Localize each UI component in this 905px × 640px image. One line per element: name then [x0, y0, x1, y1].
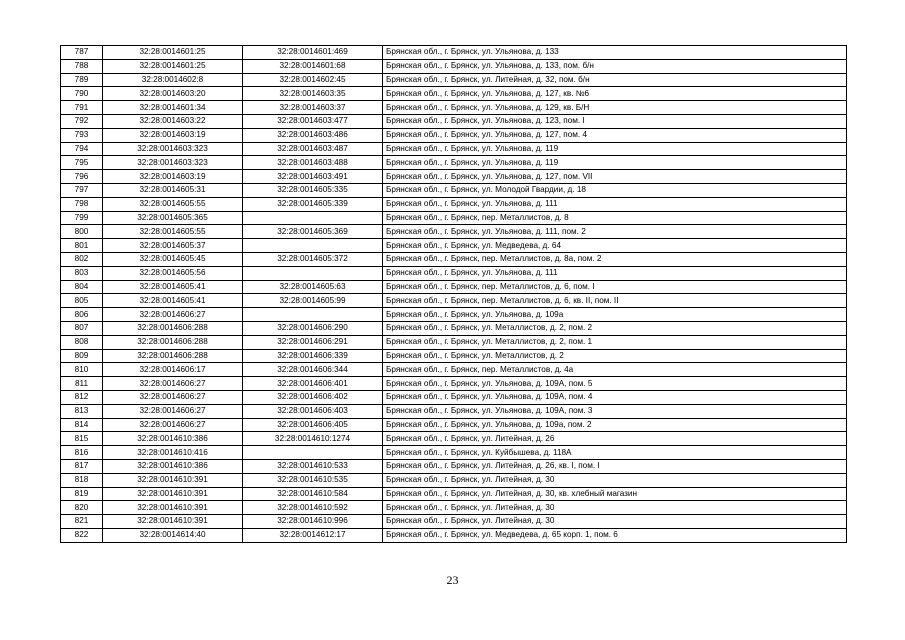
- row-number-cell: 797: [61, 183, 103, 197]
- land-plot-cadastral-number-cell: 32:28:0014605:41: [103, 280, 243, 294]
- table-row: [61, 487, 847, 501]
- row-number-cell: 816: [61, 446, 103, 460]
- object-cadastral-number-cell: 32:28:0014612:17: [243, 528, 383, 542]
- row-number-cell: 809: [61, 349, 103, 363]
- object-cadastral-number-cell: 32:28:0014610:584: [243, 487, 383, 501]
- table-row: [61, 266, 847, 280]
- page-number: 23: [446, 573, 459, 587]
- object-cadastral-number-cell: 32:28:0014603:477: [243, 114, 383, 128]
- address-cell: Брянская обл., г. Брянск, ул. Ульянова, д. 127, пом. 4: [383, 128, 847, 142]
- land-plot-cadastral-number-cell: 32:28:0014606:17: [103, 363, 243, 377]
- row-number-cell: 814: [61, 418, 103, 432]
- table-row: [61, 377, 847, 391]
- land-plot-cadastral-number-cell: 32:28:0014603:323: [103, 156, 243, 170]
- land-plot-cadastral-number-cell: 32:28:0014605:55: [103, 197, 243, 211]
- row-number-cell: 810: [61, 363, 103, 377]
- address-cell: Брянская обл., г. Брянск, ул. Ульянова, д. 109а: [383, 308, 847, 322]
- land-plot-cadastral-number-cell: 32:28:0014606:288: [103, 335, 243, 349]
- land-plot-cadastral-number-cell: 32:28:0014606:27: [103, 308, 243, 322]
- table-row: [61, 404, 847, 418]
- land-plot-cadastral-number-cell: 32:28:0014601:25: [103, 59, 243, 73]
- address-cell: Брянская обл., г. Брянск, ул. Ульянова, д. 127, кв. №6: [383, 87, 847, 101]
- row-number-cell: 795: [61, 156, 103, 170]
- land-plot-cadastral-number-cell: 32:28:0014603:20: [103, 87, 243, 101]
- object-cadastral-number-cell: 32:28:0014603:488: [243, 156, 383, 170]
- row-number-cell: 790: [61, 87, 103, 101]
- row-number-cell: 801: [61, 239, 103, 253]
- row-number-cell: 811: [61, 377, 103, 391]
- address-cell: Брянская обл., г. Брянск, ул. Литейная, д. 26, кв. I, пом. I: [383, 459, 847, 473]
- table-row: [61, 252, 847, 266]
- object-cadastral-number-cell: 32:28:0014602:45: [243, 73, 383, 87]
- row-number-cell: 808: [61, 335, 103, 349]
- row-number-cell: 822: [61, 528, 103, 542]
- object-cadastral-number-cell: 32:28:0014605:372: [243, 252, 383, 266]
- object-cadastral-number-cell: 32:28:0014606:344: [243, 363, 383, 377]
- land-plot-cadastral-number-cell: 32:28:0014603:19: [103, 170, 243, 184]
- row-number-cell: 802: [61, 252, 103, 266]
- table-row: [61, 363, 847, 377]
- row-number-cell: 796: [61, 170, 103, 184]
- table-row: [61, 501, 847, 515]
- row-number-cell: 804: [61, 280, 103, 294]
- object-cadastral-number-cell: 32:28:0014605:63: [243, 280, 383, 294]
- land-plot-cadastral-number-cell: 32:28:0014603:19: [103, 128, 243, 142]
- address-cell: Брянская обл., г. Брянск, ул. Ульянова, д. 109А, пом. 4: [383, 390, 847, 404]
- object-cadastral-number-cell: 32:28:0014603:486: [243, 128, 383, 142]
- table-row: [61, 446, 847, 460]
- address-cell: Брянская обл., г. Брянск, ул. Ульянова, д. 123, пом. I: [383, 114, 847, 128]
- row-number-cell: 813: [61, 404, 103, 418]
- object-cadastral-number-cell: 32:28:0014606:291: [243, 335, 383, 349]
- address-cell: Брянская обл., г. Брянск, ул. Ульянова, д. 111, пом. 2: [383, 225, 847, 239]
- object-cadastral-number-cell: 32:28:0014610:533: [243, 459, 383, 473]
- address-cell: Брянская обл., г. Брянск, ул. Ульянова, д. 133: [383, 46, 847, 60]
- object-cadastral-number-cell: 32:28:0014606:290: [243, 321, 383, 335]
- row-number-cell: 805: [61, 294, 103, 308]
- address-cell: Брянская обл., г. Брянск, ул. Медведева, д. 65 корп. 1, пом. 6: [383, 528, 847, 542]
- table-row: [61, 183, 847, 197]
- address-cell: Брянская обл., г. Брянск, ул. Литейная, д. 30: [383, 473, 847, 487]
- row-number-cell: 794: [61, 142, 103, 156]
- table-row: [61, 473, 847, 487]
- table-row: [61, 101, 847, 115]
- object-cadastral-number-cell: 32:28:0014610:1274: [243, 432, 383, 446]
- address-cell: Брянская обл., г. Брянск, ул. Ульянова, д. 111: [383, 197, 847, 211]
- object-cadastral-number-cell: 32:28:0014606:403: [243, 404, 383, 418]
- table-row: [61, 239, 847, 253]
- address-cell: Брянская обл., г. Брянск, ул. Куйбышева, д. 118А: [383, 446, 847, 460]
- land-plot-cadastral-number-cell: 32:28:0014603:22: [103, 114, 243, 128]
- row-number-cell: 788: [61, 59, 103, 73]
- object-cadastral-number-cell: 32:28:0014605:99: [243, 294, 383, 308]
- object-cadastral-number-cell: [243, 446, 383, 460]
- table-row: [61, 294, 847, 308]
- land-plot-cadastral-number-cell: 32:28:0014614:40: [103, 528, 243, 542]
- row-number-cell: 791: [61, 101, 103, 115]
- row-number-cell: 821: [61, 515, 103, 529]
- land-plot-cadastral-number-cell: 32:28:0014606:288: [103, 349, 243, 363]
- table-row: [61, 335, 847, 349]
- table-row: [61, 321, 847, 335]
- land-plot-cadastral-number-cell: 32:28:0014602:8: [103, 73, 243, 87]
- table-row: [61, 432, 847, 446]
- address-cell: Брянская обл., г. Брянск, пер. Металлистов, д. 4а: [383, 363, 847, 377]
- table-row: [61, 170, 847, 184]
- table-row: [61, 349, 847, 363]
- address-cell: Брянская обл., г. Брянск, ул. Ульянова, д. 119: [383, 156, 847, 170]
- row-number-cell: 798: [61, 197, 103, 211]
- row-number-cell: 812: [61, 390, 103, 404]
- land-plot-cadastral-number-cell: 32:28:0014603:323: [103, 142, 243, 156]
- land-plot-cadastral-number-cell: 32:28:0014605:365: [103, 211, 243, 225]
- table-row: [61, 197, 847, 211]
- table-row: [61, 225, 847, 239]
- row-number-cell: 793: [61, 128, 103, 142]
- land-plot-cadastral-number-cell: 32:28:0014606:27: [103, 390, 243, 404]
- table-row: [61, 142, 847, 156]
- land-plot-cadastral-number-cell: 32:28:0014605:56: [103, 266, 243, 280]
- row-number-cell: 792: [61, 114, 103, 128]
- table-row: [61, 156, 847, 170]
- address-cell: Брянская обл., г. Брянск, пер. Металлистов, д. 6, пом. I: [383, 280, 847, 294]
- address-cell: Брянская обл., г. Брянск, ул. Ульянова, д. 111: [383, 266, 847, 280]
- land-plot-cadastral-number-cell: 32:28:0014605:41: [103, 294, 243, 308]
- object-cadastral-number-cell: 32:28:0014605:335: [243, 183, 383, 197]
- row-number-cell: 819: [61, 487, 103, 501]
- address-cell: Брянская обл., г. Брянск, ул. Молодой Гвардии, д. 18: [383, 183, 847, 197]
- land-plot-cadastral-number-cell: 32:28:0014605:31: [103, 183, 243, 197]
- object-cadastral-number-cell: 32:28:0014610:996: [243, 515, 383, 529]
- register-table: [60, 45, 847, 543]
- address-cell: Брянская обл., г. Брянск, пер. Металлистов, д. 6, кв. II, пом. II: [383, 294, 847, 308]
- land-plot-cadastral-number-cell: 32:28:0014610:391: [103, 515, 243, 529]
- land-plot-cadastral-number-cell: 32:28:0014606:288: [103, 321, 243, 335]
- table-row: [61, 73, 847, 87]
- row-number-cell: 807: [61, 321, 103, 335]
- address-cell: Брянская обл., г. Брянск, ул. Ульянова, д. 109а, пом. 2: [383, 418, 847, 432]
- table-row: [61, 211, 847, 225]
- object-cadastral-number-cell: 32:28:0014606:339: [243, 349, 383, 363]
- land-plot-cadastral-number-cell: 32:28:0014610:391: [103, 501, 243, 515]
- address-cell: Брянская обл., г. Брянск, ул. Металлистов, д. 2: [383, 349, 847, 363]
- table-row: [61, 59, 847, 73]
- object-cadastral-number-cell: 32:28:0014603:35: [243, 87, 383, 101]
- row-number-cell: 799: [61, 211, 103, 225]
- row-number-cell: 806: [61, 308, 103, 322]
- row-number-cell: 818: [61, 473, 103, 487]
- object-cadastral-number-cell: [243, 239, 383, 253]
- land-plot-cadastral-number-cell: 32:28:0014610:386: [103, 459, 243, 473]
- address-cell: Брянская обл., г. Брянск, ул. Ульянова, д. 109А, пом. 5: [383, 377, 847, 391]
- land-plot-cadastral-number-cell: 32:28:0014606:27: [103, 418, 243, 432]
- table-row: [61, 280, 847, 294]
- land-plot-cadastral-number-cell: 32:28:0014605:55: [103, 225, 243, 239]
- land-plot-cadastral-number-cell: 32:28:0014610:391: [103, 473, 243, 487]
- object-cadastral-number-cell: 32:28:0014606:405: [243, 418, 383, 432]
- land-plot-cadastral-number-cell: 32:28:0014606:27: [103, 404, 243, 418]
- object-cadastral-number-cell: 32:28:0014603:487: [243, 142, 383, 156]
- table-row: [61, 390, 847, 404]
- address-cell: Брянская обл., г. Брянск, ул. Литейная, д. 30: [383, 501, 847, 515]
- row-number-cell: 815: [61, 432, 103, 446]
- address-cell: Брянская обл., г. Брянск, ул. Литейная, д. 26: [383, 432, 847, 446]
- land-plot-cadastral-number-cell: 32:28:0014610:391: [103, 487, 243, 501]
- row-number-cell: 817: [61, 459, 103, 473]
- object-cadastral-number-cell: 32:28:0014610:592: [243, 501, 383, 515]
- table-row: [61, 87, 847, 101]
- table-row: [61, 515, 847, 529]
- object-cadastral-number-cell: [243, 211, 383, 225]
- object-cadastral-number-cell: [243, 266, 383, 280]
- object-cadastral-number-cell: 32:28:0014610:535: [243, 473, 383, 487]
- land-plot-cadastral-number-cell: 32:28:0014605:45: [103, 252, 243, 266]
- land-plot-cadastral-number-cell: 32:28:0014605:37: [103, 239, 243, 253]
- address-cell: Брянская обл., г. Брянск, ул. Медведева, д. 64: [383, 239, 847, 253]
- land-plot-cadastral-number-cell: 32:28:0014601:34: [103, 101, 243, 115]
- land-plot-cadastral-number-cell: 32:28:0014601:25: [103, 46, 243, 60]
- row-number-cell: 800: [61, 225, 103, 239]
- object-cadastral-number-cell: 32:28:0014603:37: [243, 101, 383, 115]
- row-number-cell: 789: [61, 73, 103, 87]
- table-row: [61, 128, 847, 142]
- object-cadastral-number-cell: 32:28:0014606:401: [243, 377, 383, 391]
- object-cadastral-number-cell: 32:28:0014605:339: [243, 197, 383, 211]
- address-cell: Брянская обл., г. Брянск, ул. Металлистов, д. 2, пом. 2: [383, 321, 847, 335]
- object-cadastral-number-cell: 32:28:0014601:68: [243, 59, 383, 73]
- object-cadastral-number-cell: 32:28:0014605:369: [243, 225, 383, 239]
- row-number-cell: 787: [61, 46, 103, 60]
- address-cell: Брянская обл., г. Брянск, ул. Литейная, д. 30, кв. хлебный магазин: [383, 487, 847, 501]
- table-row: [61, 418, 847, 432]
- address-cell: Брянская обл., г. Брянск, пер. Металлистов, д. 8а, пом. 2: [383, 252, 847, 266]
- table-row: [61, 114, 847, 128]
- address-cell: Брянская обл., г. Брянск, ул. Ульянова, д. 133, пом. б/н: [383, 59, 847, 73]
- object-cadastral-number-cell: 32:28:0014601:469: [243, 46, 383, 60]
- table-row: [61, 46, 847, 60]
- row-number-cell: 803: [61, 266, 103, 280]
- land-plot-cadastral-number-cell: 32:28:0014610:416: [103, 446, 243, 460]
- address-cell: Брянская обл., г. Брянск, пер. Металлистов, д. 8: [383, 211, 847, 225]
- object-cadastral-number-cell: 32:28:0014603:491: [243, 170, 383, 184]
- address-cell: Брянская обл., г. Брянск, ул. Ульянова, д. 109А, пом. 3: [383, 404, 847, 418]
- land-plot-cadastral-number-cell: 32:28:0014610:386: [103, 432, 243, 446]
- table-row: [61, 528, 847, 542]
- register-table-body: [61, 46, 847, 543]
- address-cell: Брянская обл., г. Брянск, ул. Литейная, д. 32, пом. б/н: [383, 73, 847, 87]
- address-cell: Брянская обл., г. Брянск, ул. Ульянова, д. 119: [383, 142, 847, 156]
- land-plot-cadastral-number-cell: 32:28:0014606:27: [103, 377, 243, 391]
- object-cadastral-number-cell: 32:28:0014606:402: [243, 390, 383, 404]
- address-cell: Брянская обл., г. Брянск, ул. Литейная, д. 30: [383, 515, 847, 529]
- address-cell: Брянская обл., г. Брянск, ул. Металлистов, д. 2, пом. 1: [383, 335, 847, 349]
- object-cadastral-number-cell: [243, 308, 383, 322]
- address-cell: Брянская обл., г. Брянск, ул. Ульянова, д. 127, пом. VII: [383, 170, 847, 184]
- address-cell: Брянская обл., г. Брянск, ул. Ульянова, д. 129, кв. Б/Н: [383, 101, 847, 115]
- table-row: [61, 459, 847, 473]
- table-row: [61, 308, 847, 322]
- row-number-cell: 820: [61, 501, 103, 515]
